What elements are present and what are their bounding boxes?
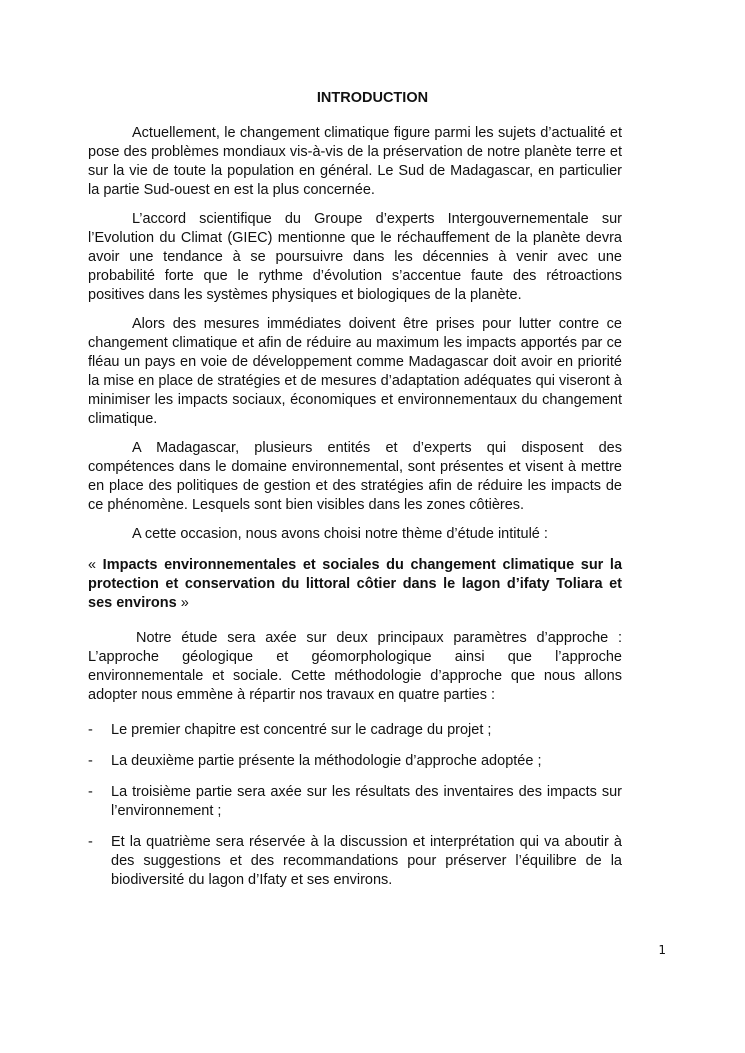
paragraph-2: L’accord scientifique du Groupe d’experts Intergouvernementale sur l’Evolution du Climat (GIEC) mentionne que le réchauffement de la planète devra avoir une tendance à se poursuivre dans les décennies à venir avec une probabilité forte que le rythme d’évolution s’accentue faute des rétroactions positives dans les systèmes physiques et biologiques de la planète. <box>88 211 622 303</box>
list-marker: - <box>88 784 93 800</box>
paragraph-5: A cette occasion, nous avons choisi notre thème d’étude intitulé : <box>132 526 548 542</box>
list-item <box>88 752 622 771</box>
document-body <box>88 124 622 902</box>
list-item-text: La deuxième partie présente la méthodologie d’approche adoptée ; <box>111 753 542 769</box>
list-marker: - <box>88 753 93 769</box>
list-marker: - <box>88 834 93 850</box>
list-item-text: La troisième partie sera axée sur les résultats des inventaires des impacts sur l’environnement ; <box>111 784 622 819</box>
paragraph-1: Actuellement, le changement climatique figure parmi les sujets d’actualité et pose des problèmes mondiaux vis-à-vis de la préservation de notre planète terre et sur la vie de toute la population en général. Le Sud de Madagascar, en particulier la partie Sud-ouest en est la plus concernée. <box>88 125 622 198</box>
paragraph-3: Alors des mesures immédiates doivent être prises pour lutter contre ce changement climatique et afin de réduire au maximum les impacts apportés par ce fléau un pays en voie de développement comme Madagascar doit avoir en priorité la mise en place de stratégies et de mesures d’adaptation adéquates qui viseront à minimiser les impacts sociaux, économiques et environnementaux du changement climatique. <box>88 316 622 427</box>
list-item <box>88 833 622 890</box>
approach-paragraph: Notre étude sera axée sur deux principaux paramètres d’approche : L’approche géologique et géomorphologique ainsi que l’approche environnementale et sociale. Cette méthodologie d’approche que nous allons adopter nous emmène à répartir nos travaux en quatre parties : <box>88 630 622 703</box>
theme-close-quote: » <box>176 595 189 611</box>
list-item-text: Et la quatrième sera réservée à la discussion et interprétation qui va aboutir à des suggestions et des recommandations pour préserver l’équilibre de la biodiversité du lagon d’Ifaty et ses environs. <box>111 834 622 888</box>
list-item <box>88 783 622 821</box>
theme-open-quote: « <box>88 557 103 573</box>
list-item-text: Le premier chapitre est concentré sur le cadrage du projet ; <box>111 722 492 738</box>
paragraph-4: A Madagascar, plusieurs entités et d’experts qui disposent des compétences dans le domaine environnemental, sont présentes et visent à mettre en place des politiques de gestion et des stratégies afin de réduire les impacts de ce phénomène. Lesquels sont bien visibles dans les zones côtières. <box>88 440 622 513</box>
page-number: 1 <box>658 943 666 957</box>
list-marker: - <box>88 722 93 738</box>
page-title: INTRODUCTION <box>316 90 429 106</box>
study-theme <box>88 556 622 613</box>
parts-list <box>88 721 622 890</box>
list-item <box>88 721 622 740</box>
theme-title: Impacts environnementales et sociales du changement climatique sur la protection et conservation du littoral côtier dans le lagon d’ifaty Toliara et ses environs <box>88 557 623 611</box>
